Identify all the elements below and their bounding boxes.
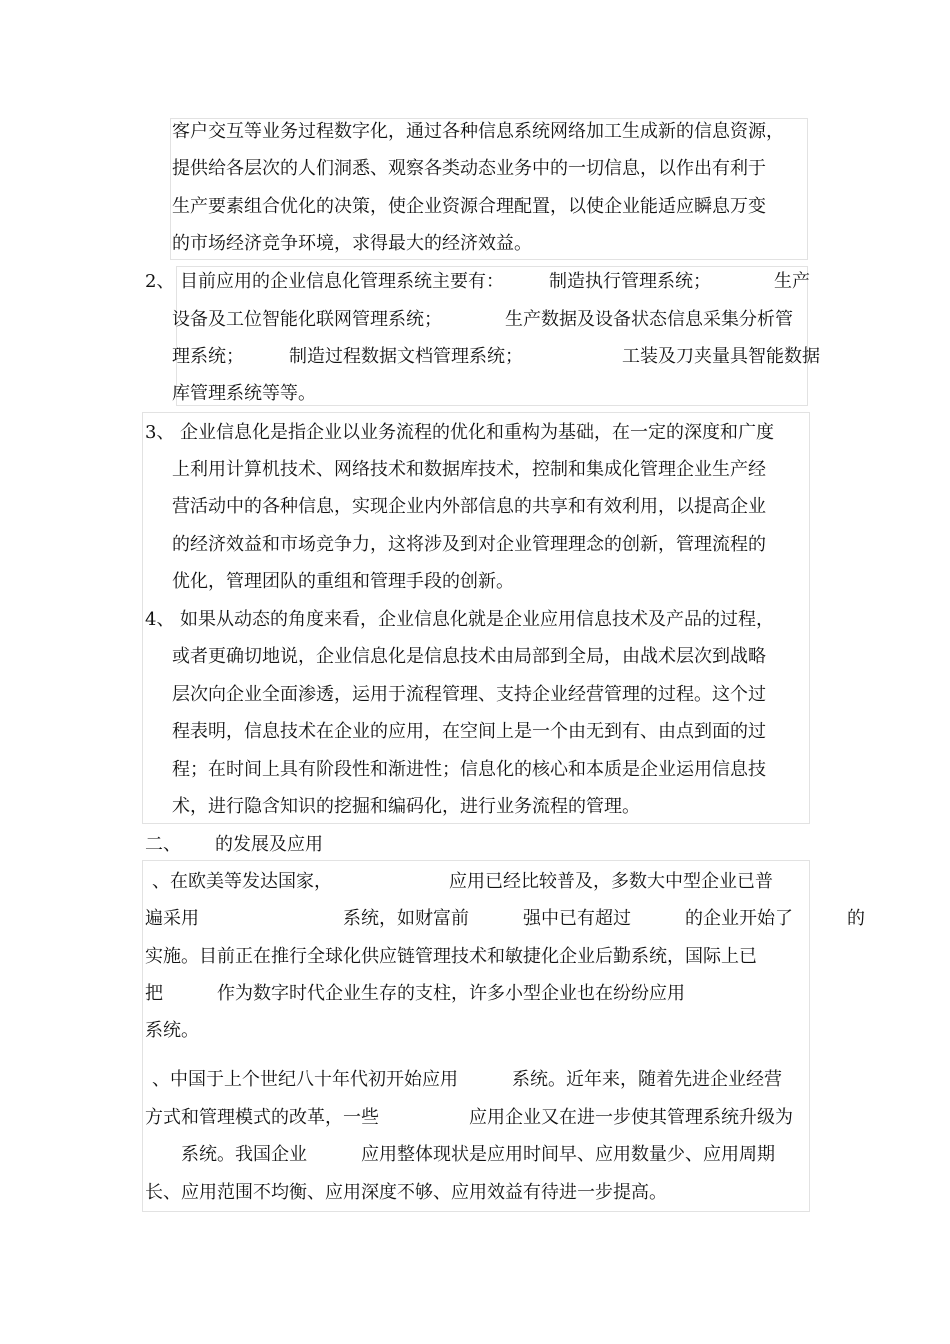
text-line: 、中国于上个世纪八十年代初开始应用 系统。近年来，随着先进企业经营 xyxy=(152,1069,782,1090)
text-line: 客户交互等业务过程数字化，通过各种信息系统网络加工生成新的信息资源， xyxy=(172,121,784,142)
text-line: 长、应用范围不均衡、应用深度不够、应用效益有待进一步提高。 xyxy=(145,1182,667,1203)
text-line: 企业信息化是指企业以业务流程的优化和重构为基础，在一定的深度和广度 xyxy=(180,422,774,443)
text-line: 上利用计算机技术、网络技术和数据库技术，控制和集成化管理企业生产经 xyxy=(172,459,766,480)
text-line: 营活动中的各种信息，实现企业内外部信息的共享和有效利用，以提高企业 xyxy=(172,496,766,517)
text-line: 、在欧美等发达国家， 应用已经比较普及，多数大中型企业已普 xyxy=(152,871,773,892)
text-line: 术，进行隐含知识的挖掘和编码化，进行业务流程的管理。 xyxy=(172,796,640,817)
text-line: 理系统； 制造过程数据文档管理系统； 工装及刀夹量具智能数据 xyxy=(172,346,820,367)
text-line: 优化，管理团队的重组和管理手段的创新。 xyxy=(172,571,514,592)
text-line: 提供给各层次的人们洞悉、观察各类动态业务中的一切信息，以作出有利于 xyxy=(172,158,766,179)
text-line: 方式和管理模式的改革，一些 应用企业又在进一步使其管理系统升级为 xyxy=(145,1107,793,1128)
text-line: 的经济效益和市场竞争力，这将涉及到对企业管理理念的创新，管理流程的 xyxy=(172,534,766,555)
list-number: 3、 xyxy=(145,422,175,443)
text-line: 系统。 xyxy=(145,1020,199,1041)
text-line: 把 作为数字时代企业生存的支柱，许多小型企业也在纷纷应用 xyxy=(145,983,685,1004)
text-line: 实施。目前正在推行全球化供应链管理技术和敏捷化企业后勤系统，国际上已 xyxy=(145,946,757,967)
text-line: 层次向企业全面渗透，运用于流程管理、支持企业经营管理的过程。这个过 xyxy=(172,684,766,705)
text-line: 程；在时间上具有阶段性和渐进性；信息化的核心和本质是企业运用信息技 xyxy=(172,759,766,780)
section-number: 二、 xyxy=(145,834,181,855)
text-line: 生产要素组合优化的决策，使企业资源合理配置，以使企业能适应瞬息万变 xyxy=(172,196,766,217)
text-line: 遍采用 系统，如财富前 强中已有超过 的企业开始了 的 xyxy=(145,908,865,929)
text-line: 目前应用的企业信息化管理系统主要有： 制造执行管理系统； 生产 xyxy=(180,271,810,292)
text-line: 如果从动态的角度来看，企业信息化就是企业应用信息技术及产品的过程， xyxy=(180,609,774,630)
section-title: 的发展及应用 xyxy=(215,834,323,855)
text-line: 设备及工位智能化联网管理系统； 生产数据及设备状态信息采集分析管 xyxy=(172,309,793,330)
text-line: 的市场经济竞争环境，求得最大的经济效益。 xyxy=(172,233,532,254)
text-line: 或者更确切地说，企业信息化是信息技术由局部到全局，由战术层次到战略 xyxy=(172,646,766,667)
list-number: 4、 xyxy=(145,609,175,630)
list-number: 2、 xyxy=(145,271,175,292)
text-line: 库管理系统等等。 xyxy=(172,383,316,404)
text-line: 程表明，信息技术在企业的应用，在空间上是一个由无到有、由点到面的过 xyxy=(172,721,766,742)
text-line: 系统。我国企业 应用整体现状是应用时间早、应用数量少、应用周期 xyxy=(145,1144,775,1165)
